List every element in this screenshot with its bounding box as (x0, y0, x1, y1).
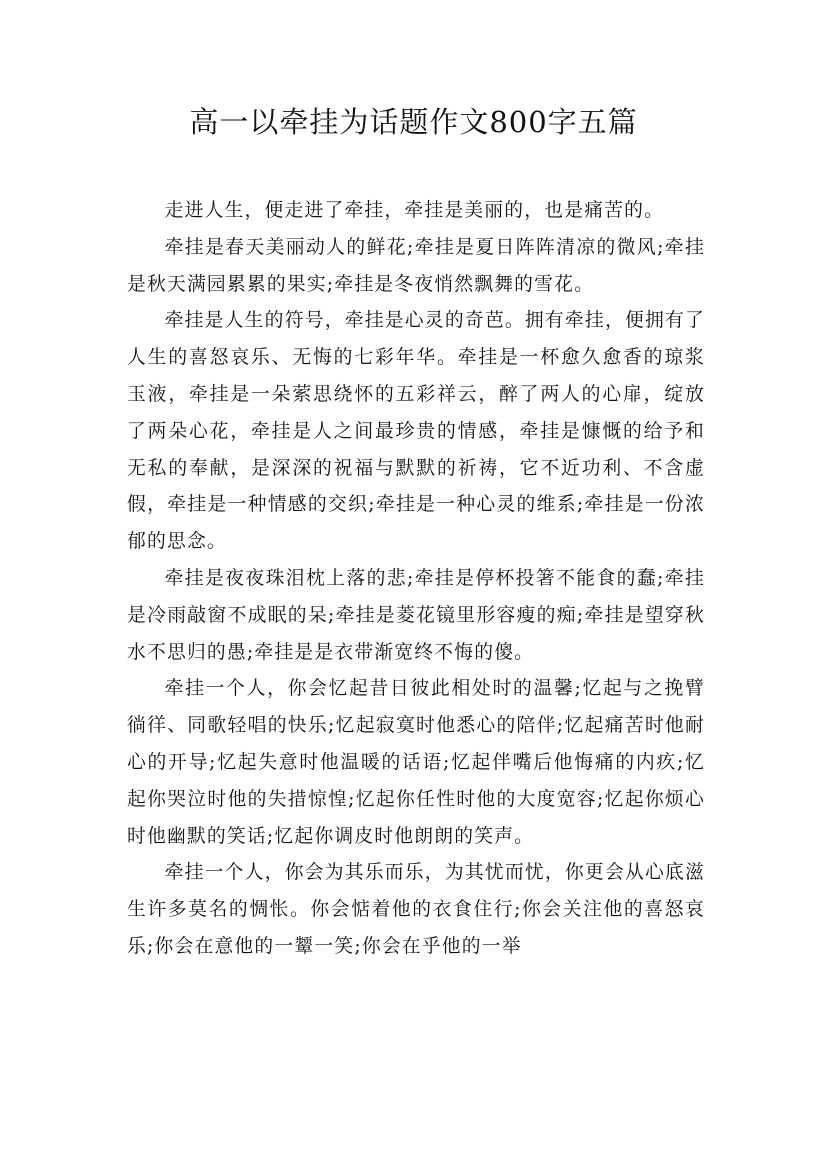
paragraph: 牵挂是春天美丽动人的鲜花;牵挂是夏日阵阵清凉的微风;牵挂是秋天满园累累的果实;牵挂是冬夜悄然飘舞的雪花。 (127, 236, 705, 295)
document-body (127, 193, 705, 966)
paragraph: 牵挂一个人，你会忆起昔日彼此相处时的温馨;忆起与之挽臂徜徉、同歌轻唱的快乐;忆起寂寞时他悉心的陪伴;忆起痛苦时他耐心的开导;忆起失意时他温暖的话语;忆起伴嘴后他悔痛的内疚;忆起你哭泣时他的失措惊惶;忆起你任性时他的大度宽容;忆起你烦心时他幽默的笑话;忆起你调皮时他朗朗的笑声。 (127, 678, 705, 847)
paragraph: 牵挂是夜夜珠泪枕上落的悲;牵挂是停杯投箸不能食的蠢;牵挂是冷雨敲窗不成眠的呆;牵挂是菱花镜里形容瘦的痴;牵挂是望穿秋水不思归的愚;牵挂是是衣带渐宽终不悔的傻。 (127, 567, 705, 663)
paragraph: 牵挂是人生的符号，牵挂是心灵的奇芭。拥有牵挂，便拥有了人生的喜怒哀乐、无悔的七彩年华。牵挂是一杯愈久愈香的琼浆玉液，牵挂是一朵萦思绕怀的五彩祥云，醉了两人的心扉，绽放了两朵心花，牵挂是人之间最珍贵的情感，牵挂是慷慨的给予和无私的奉献，是深深的祝福与默默的祈祷，它不近功利、不含虚假，牵挂是一种情感的交织;牵挂是一种心灵的维系;牵挂是一份浓郁的思念。 (127, 310, 705, 553)
paragraph: 牵挂一个人，你会为其乐而乐，为其忧而忧，你更会从心底滋生许多莫名的惆怅。你会惦着他的衣食住行;你会关注他的喜怒哀乐;你会在意他的一颦一笑;你会在乎他的一举 (127, 862, 705, 957)
document-title: 高一以牵挂为话题作文800字五篇 (189, 105, 638, 139)
paragraph: 走进人生，便走进了牵挂，牵挂是美丽的，也是痛苦的。 (164, 200, 665, 221)
